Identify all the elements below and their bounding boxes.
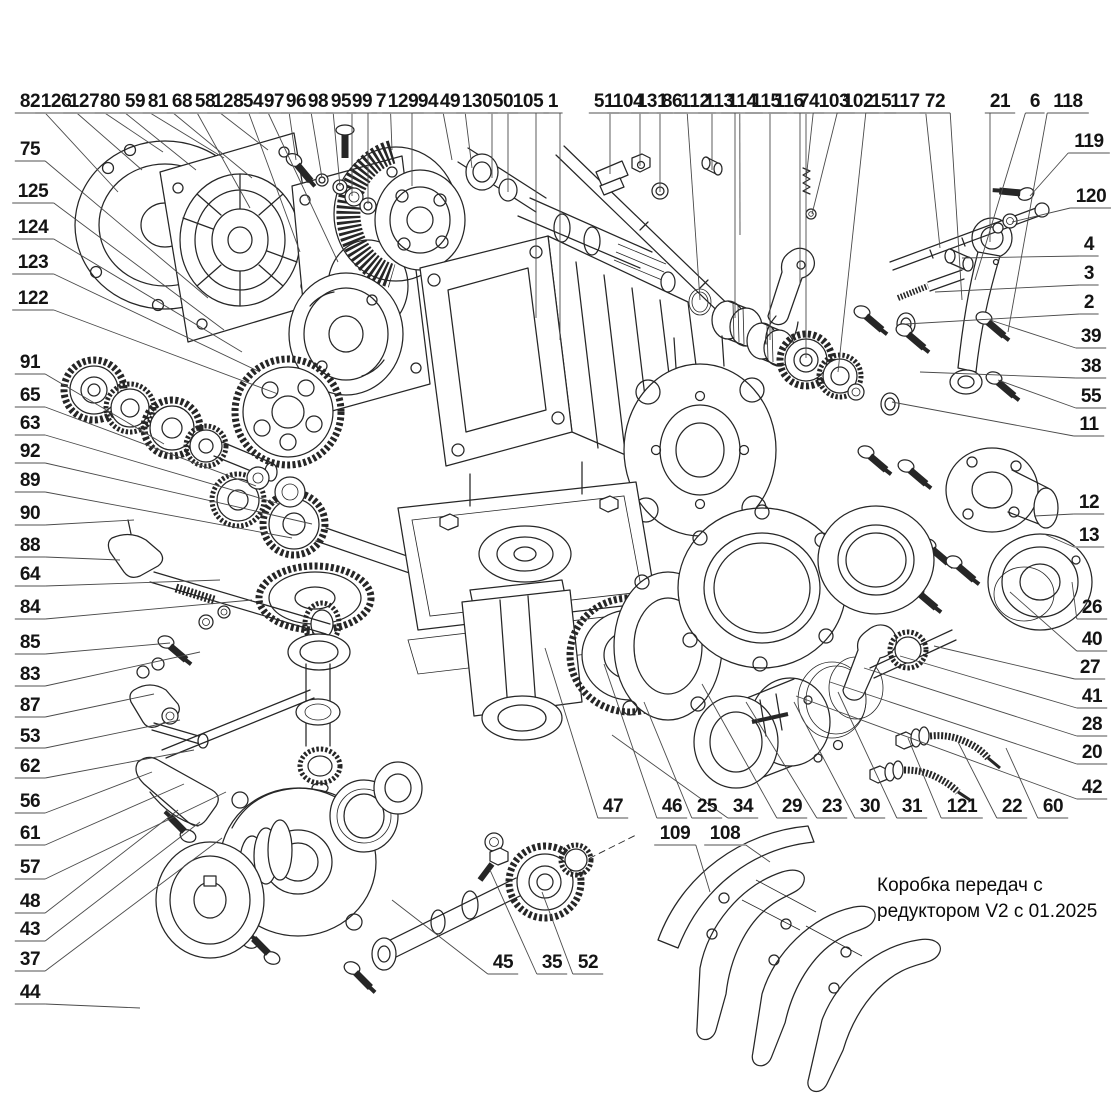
- callout-label: 92: [19, 441, 41, 462]
- caption-line-1: Коробка передач с: [877, 875, 1043, 896]
- callout-label: 65: [19, 385, 41, 406]
- leader-line: [443, 113, 452, 160]
- callout-label: 43: [19, 919, 41, 940]
- vertical-housing: [462, 580, 582, 740]
- callout-label: 12: [1078, 492, 1100, 513]
- callout-label: 39: [1080, 326, 1102, 347]
- callout-label: 129: [387, 91, 419, 112]
- callout-label: 47: [602, 796, 624, 817]
- leader-line: [311, 113, 322, 178]
- leader-line: [830, 682, 1077, 764]
- leader-line: [892, 402, 1074, 436]
- leader-line: [926, 113, 940, 248]
- callout-label: 48: [19, 891, 41, 912]
- callout-label: 119: [1074, 131, 1104, 152]
- callout-label: 118: [1053, 91, 1083, 112]
- callout-label: 42: [1081, 777, 1103, 798]
- leader-line: [864, 668, 1077, 736]
- callout-label: 51: [593, 91, 615, 112]
- selector-parts-left: [108, 520, 330, 826]
- callout-label: 22: [1001, 796, 1023, 817]
- callout-label: 90: [19, 503, 41, 524]
- leader-line: [45, 772, 152, 813]
- gears-right-of-housing: [780, 334, 864, 400]
- leader-line: [838, 692, 897, 818]
- callout-label: 122: [17, 288, 49, 309]
- callout-label: 41: [1081, 686, 1103, 707]
- callout-label: 124: [17, 217, 49, 238]
- callout-label: 4: [1083, 234, 1095, 255]
- shift-fork-lower-right: [843, 625, 956, 700]
- callout-label: 80: [99, 91, 121, 112]
- shift-forks-bottom: [658, 826, 942, 1109]
- callout-label: 15: [870, 91, 892, 112]
- callout-label: 30: [859, 796, 881, 817]
- leader-line: [45, 784, 184, 845]
- callout-label: 125: [17, 181, 49, 202]
- callout-label: 54: [242, 91, 264, 112]
- leader-line: [812, 113, 837, 214]
- leader-line: [900, 656, 1077, 708]
- callout-label: 72: [924, 91, 946, 112]
- callout-label: 13: [1078, 525, 1100, 546]
- callout-label: 99: [351, 91, 373, 112]
- leader-line: [45, 1004, 140, 1008]
- callout-label: 83: [19, 664, 41, 685]
- callout-label: 21: [989, 91, 1011, 112]
- callout-label: 27: [1079, 657, 1101, 678]
- callout-label: 84: [19, 597, 41, 618]
- callout-label: 126: [40, 91, 72, 112]
- callout-label: 113: [704, 91, 734, 112]
- callout-label: 87: [19, 695, 41, 716]
- leader-line: [796, 696, 1077, 799]
- callout-label: 81: [147, 91, 169, 112]
- callout-label: 102: [842, 91, 874, 112]
- callout-label: 28: [1081, 714, 1103, 735]
- leader-line: [45, 557, 120, 560]
- callout-label: 64: [19, 564, 41, 585]
- callout-label: 40: [1081, 629, 1103, 650]
- callout-label: 109: [659, 823, 691, 844]
- callout-label: 115: [751, 91, 781, 112]
- callout-label: 116: [774, 91, 804, 112]
- callout-label: 35: [541, 952, 563, 973]
- callout-label: 130: [461, 91, 493, 112]
- callout-label: 91: [19, 352, 41, 373]
- callout-label: 59: [124, 91, 146, 112]
- callout-label: 68: [171, 91, 193, 112]
- callout-label: 97: [263, 91, 285, 112]
- leader-line: [45, 113, 118, 192]
- leader-line: [465, 113, 472, 168]
- bottom-shaft-sprocket: [372, 833, 638, 970]
- callout-label: 120: [1075, 186, 1107, 207]
- callout-label: 2: [1083, 292, 1095, 313]
- callout-label: 123: [17, 252, 49, 273]
- leader-line: [935, 285, 1079, 292]
- callout-label: 61: [19, 823, 41, 844]
- callout-label: 85: [19, 632, 41, 653]
- callout-label: 103: [818, 91, 850, 112]
- callout-label: 20: [1081, 742, 1103, 763]
- coupler-sleeve: [694, 678, 830, 788]
- callout-label: 127: [68, 91, 100, 112]
- callout-label: 34: [732, 796, 754, 817]
- callout-label: 112: [680, 91, 710, 112]
- callout-label: 45: [492, 952, 514, 973]
- leader-line: [934, 646, 1075, 679]
- callout-label: 128: [212, 91, 244, 112]
- callout-label: 31: [901, 796, 923, 817]
- caption-line-2: редуктором V2 с 01.2025: [877, 901, 1098, 922]
- callout-label: 38: [1080, 356, 1102, 377]
- leader-line: [45, 720, 180, 748]
- callout-label: 53: [19, 726, 41, 747]
- bevel-gear-set: [259, 566, 371, 793]
- callout-label: 75: [19, 139, 41, 160]
- callout-label: 7: [375, 91, 387, 112]
- callout-label: 86: [661, 91, 683, 112]
- callout-label: 89: [19, 470, 41, 491]
- callout-label: 26: [1081, 597, 1103, 618]
- callout-label: 1: [547, 91, 559, 112]
- gear-lever: [950, 218, 1012, 394]
- callout-label: 105: [512, 91, 544, 112]
- callout-label: 82: [19, 91, 41, 112]
- leader-line: [45, 652, 200, 686]
- leader-line: [45, 520, 134, 525]
- callout-label: 49: [439, 91, 461, 112]
- leader-line: [838, 113, 866, 372]
- callout-label: 58: [194, 91, 216, 112]
- callout-label: 114: [727, 91, 757, 112]
- callout-label: 62: [19, 756, 41, 777]
- callout-label: 44: [19, 982, 41, 1003]
- callout-label: 37: [19, 949, 41, 970]
- callout-label: 117: [890, 91, 920, 112]
- callout-label: 52: [577, 952, 599, 973]
- callout-label: 6: [1029, 91, 1041, 112]
- diagram-caption: [877, 873, 1097, 925]
- callout-label: 108: [709, 823, 741, 844]
- callout-label: 98: [307, 91, 329, 112]
- callout-label: 88: [19, 535, 41, 556]
- callout-label: 55: [1080, 386, 1102, 407]
- callout-label: 57: [19, 857, 41, 878]
- leader-line: [45, 643, 170, 654]
- callout-label: 60: [1042, 796, 1064, 817]
- callout-label: 11: [1079, 414, 1099, 435]
- callout-label: 50: [492, 91, 514, 112]
- callout-label: 95: [330, 91, 352, 112]
- callout-label: 3: [1083, 263, 1095, 284]
- leader-line: [45, 580, 220, 586]
- callout-label: 74: [798, 91, 820, 112]
- callout-label: 96: [285, 91, 307, 112]
- callout-label: 121: [946, 796, 978, 817]
- leader-line: [806, 113, 813, 180]
- callout-label: 29: [781, 796, 803, 817]
- callout-label: 56: [19, 791, 41, 812]
- leader-line: [1030, 153, 1068, 196]
- callout-label: 94: [417, 91, 439, 112]
- callout-label: 131: [636, 91, 668, 112]
- leader-line: [958, 742, 997, 818]
- callout-label: 46: [661, 796, 683, 817]
- callout-label: 25: [696, 796, 718, 817]
- callout-label: 23: [821, 796, 843, 817]
- callout-label: 104: [612, 91, 644, 112]
- output-hub-right: [946, 448, 1058, 532]
- leader-line: [391, 113, 392, 150]
- callout-label: 63: [19, 413, 41, 434]
